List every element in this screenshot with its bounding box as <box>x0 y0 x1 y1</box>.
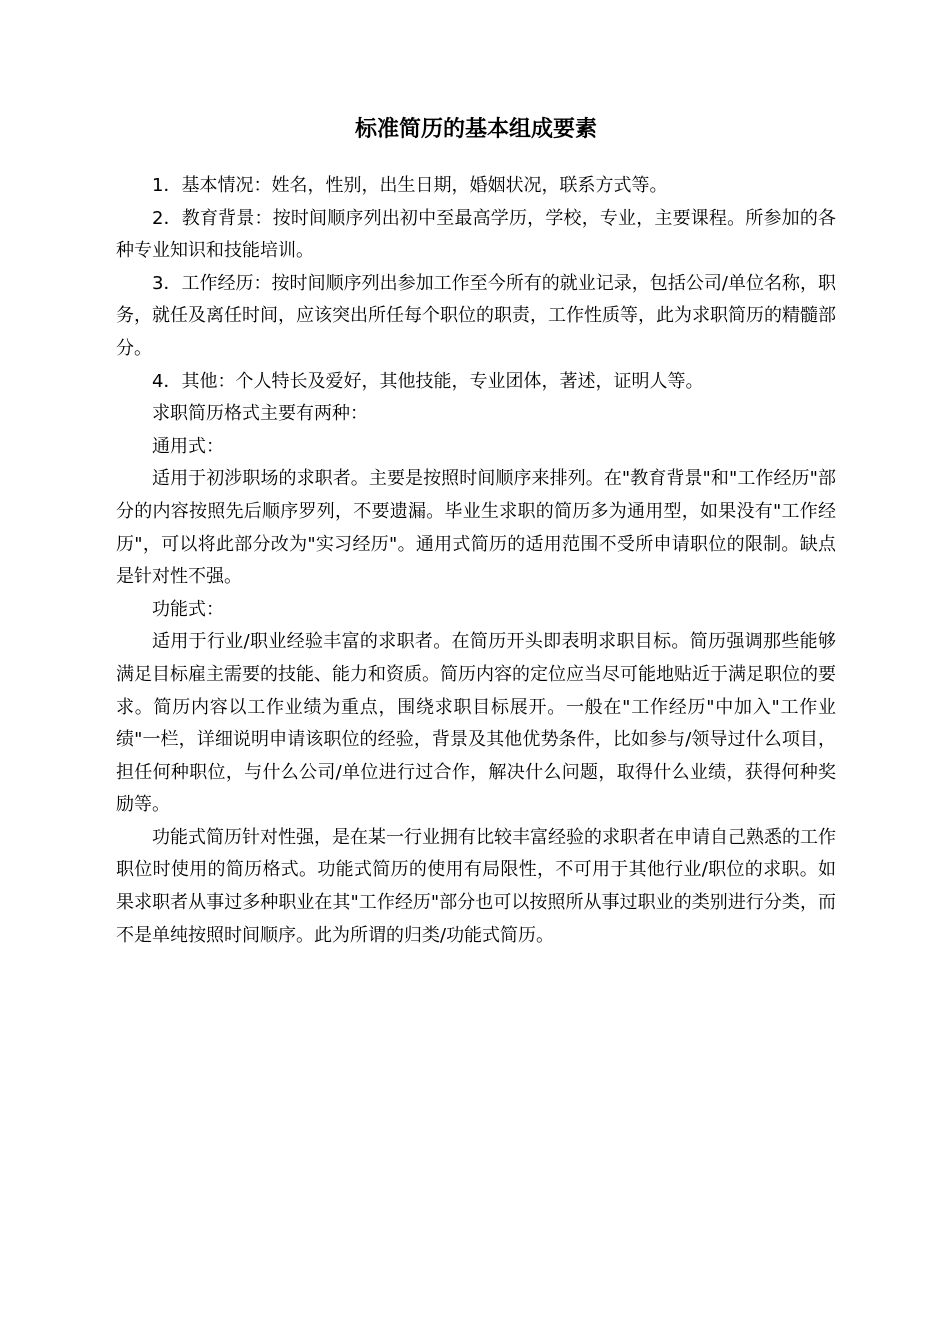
paragraph-functional-summary: 功能式简历针对性强，是在某一行业拥有比较丰富经验的求职者在申请自己熟悉的工作职位时使用的简历格式。功能式简历的使用有局限性，不可用于其他行业/职位的求职。如果求职者从事过多种职业在其"工作经历"部分也可以按照所从事过职业的类别进行分类，而不是单纯按照时间顺序。此为所谓的归类/功能式简历。 <box>116 826 836 946</box>
heading-functional-format: 功能式： <box>152 598 224 620</box>
paragraph-functional-format: 适用于行业/职业经验丰富的求职者。在简历开头即表明求职目标。简历强调那些能够满足目标雇主需要的技能、能力和资质。简历内容的定位应当尽可能地贴近于满足职位的要求。简历内容以工作业绩为重点，围绕求职目标展开。一般在"工作经历"中加入"工作业绩"一栏，详细说明申请该职位的经验，背景及其他优势条件，比如参与/领导过什么项目，担任何种职位，与什么公司/单位进行过合作，解决什么问题，取得什么业绩，获得何种奖励等。 <box>116 631 836 816</box>
document-title: 标准简历的基本组成要素 <box>354 117 597 142</box>
paragraph-general-format: 适用于初涉职场的求职者。主要是按照时间顺序来排列。在"教育背景"和"工作经历"部分的内容按照先后顺序罗列，不要遗漏。毕业生求职的简历多为通用型，如果没有"工作经历"，可以将此部分改为"实习经历"。通用式简历的适用范围不受所申请职位的限制。缺点是针对性不强。 <box>116 468 836 588</box>
paragraph-work-experience: 3．工作经历：按时间顺序列出参加工作至今所有的就业记录，包括公司/单位名称，职务，就任及离任时间，应该突出所任每个职位的职责，工作性质等，此为求职简历的精髓部分。 <box>116 272 836 359</box>
paragraph-formats-intro: 求职简历格式主要有两种： <box>152 403 368 425</box>
heading-general-format: 通用式： <box>152 435 224 457</box>
document-page <box>116 112 836 952</box>
paragraph-basic-info: 1．基本情况：姓名，性别，出生日期，婚姻状况，联系方式等。 <box>152 175 668 196</box>
paragraph-education: 2．教育背景：按时间顺序列出初中至最高学历，学校，专业，主要课程。所参加的各种专业知识和技能培训。 <box>116 207 836 262</box>
paragraph-other: 4．其他：个人特长及爱好，其他技能，专业团体，著述，证明人等。 <box>152 370 704 392</box>
